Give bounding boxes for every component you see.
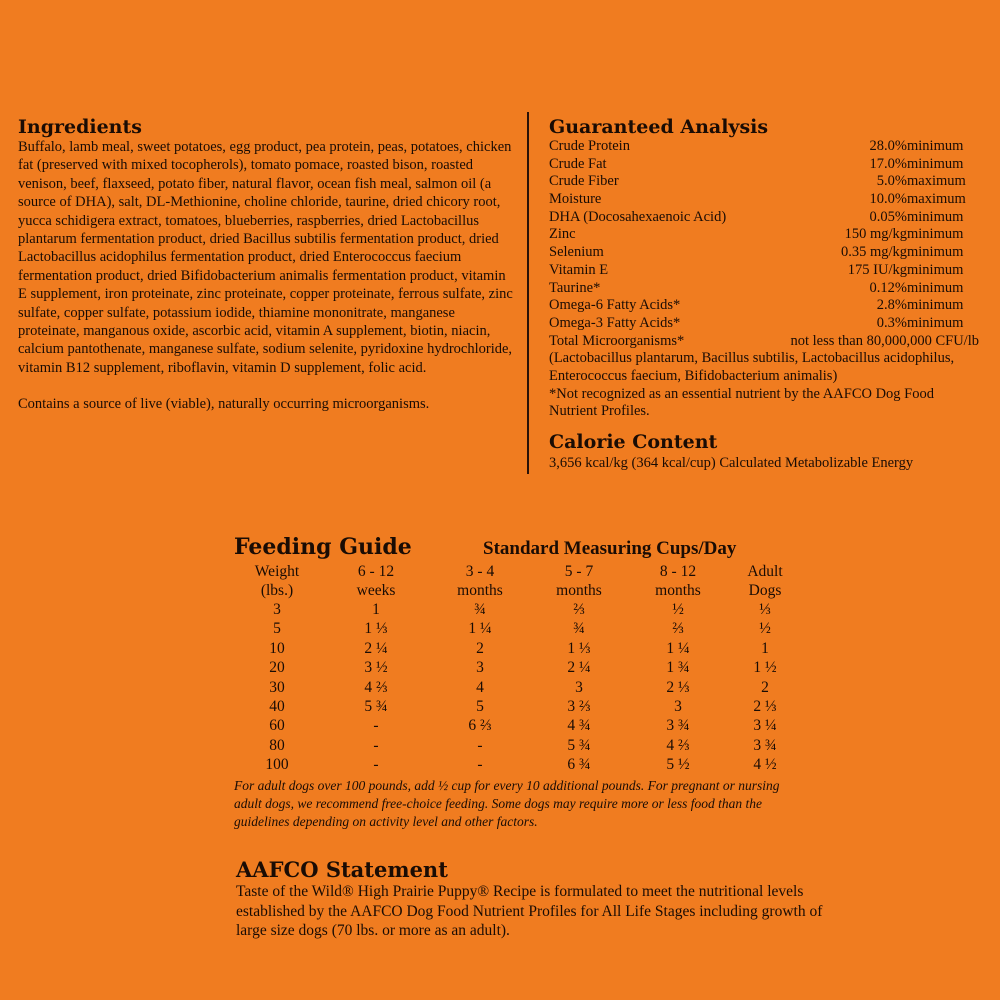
calorie-text: 3,656 kcal/kg (364 kcal/cup) Calculated Metabolizable Energy xyxy=(549,455,914,472)
analysis-heading: Guaranteed Analysis xyxy=(549,116,769,138)
analysis-qualifier: maximum xyxy=(907,173,966,190)
analysis-row xyxy=(549,315,979,333)
analysis-name: Omega-6 Fatty Acids* xyxy=(549,297,681,314)
analysis-value: 0.35 mg/kg xyxy=(840,244,907,261)
analysis-name: Taurine* xyxy=(549,279,601,296)
table-cell: 1 ¼ xyxy=(666,639,690,657)
feeding-column-header xyxy=(320,562,432,600)
table-row xyxy=(234,658,804,677)
analysis-value: 28.0% xyxy=(869,138,907,154)
table-cell: 1 ½ xyxy=(753,659,777,677)
table-cell: 3 ½ xyxy=(364,659,388,677)
table-cell: 2 ¼ xyxy=(364,639,388,657)
table-cell: 30 xyxy=(269,678,285,696)
analysis-qualifier: maximum xyxy=(907,191,966,208)
table-cell: 4 ⅔ xyxy=(364,678,388,696)
table-row xyxy=(234,678,804,697)
analysis-row-microorganisms xyxy=(549,333,979,351)
analysis-qualifier: minimum xyxy=(907,244,964,261)
table-cell: 2 ⅓ xyxy=(753,698,777,716)
table-cell: 60 xyxy=(269,717,285,735)
column-header-line: (lbs.) xyxy=(260,582,294,599)
table-row xyxy=(234,697,804,716)
table-row xyxy=(234,755,804,774)
column-divider xyxy=(527,112,529,474)
table-cell: 3 ⅔ xyxy=(567,698,591,716)
table-cell: ⅔ xyxy=(672,620,684,638)
guaranteed-analysis-section xyxy=(549,116,979,473)
analysis-row xyxy=(549,138,979,156)
table-cell: 4 ¾ xyxy=(567,717,591,735)
table-cell: 3 xyxy=(575,678,583,696)
aafco-statement: Taste of the Wild® High Prairie Puppy® Recipe is formulated to meet the nutritional levels established by the AAFCO Dog Food Nutrient Profiles for All Life Stages including growth of large size dogs (70 lbs. or more as an adult). xyxy=(236,883,823,939)
column-header-line: months xyxy=(556,582,602,599)
calorie-content-section xyxy=(549,431,979,473)
analysis-value: 5.0% xyxy=(876,173,907,190)
analysis-qualifier: minimum xyxy=(907,138,964,154)
table-cell: 3 xyxy=(273,601,281,618)
analysis-name: Crude Fat xyxy=(549,155,607,172)
analysis-value: 17.0% xyxy=(869,155,907,172)
column-header-line: 8 - 12 xyxy=(659,563,697,580)
feeding-column-header xyxy=(528,562,630,600)
analysis-value: 10.0% xyxy=(869,191,907,208)
table-row xyxy=(234,716,804,735)
ingredients-list: Buffalo, lamb meal, sweet potatoes, egg product, pea protein, peas, potatoes, chicken fat (preserved with mixed tocopherols), tomato pomace, roasted bison, roasted venison, beef, flaxseed, potato fiber, natural flavor, ocean fish meal, salmon oil (a source of DHA), salt, DL-Methionine, choline chloride, taurine, dried chicory root, yucca schidigera extract, tomatoes, blueberries, raspberries, dried Lactobacillus plantarum fermentation product, dried Bacillus subtilis fermentation product, dried Lactobacillus acidophilus fermentation product, dried Enterococcus faecium fermentation product, dried Bifidobacterium animalis fermentation product, vitamin E supplement, iron proteinate, zinc proteinate, copper proteinate, ferrous sulfate, zinc sulfate, copper sulfate, potassium iodide, thiamine mononitrate, manganese proteinate, manganous oxide, ascorbic acid, vitamin A supplement, biotin, niacin, calcium pantothenate, manganese sulfate, sodium selenite, pyridoxine hydrochloride, vitamin B12 supplement, riboflavin, vitamin D supplement, folic acid. xyxy=(18,139,513,376)
column-header-line: Adult xyxy=(747,563,783,580)
analysis-name: Moisture xyxy=(549,191,602,208)
table-cell: ½ xyxy=(759,620,771,638)
table-cell: 2 xyxy=(476,639,484,657)
analysis-value: 0.12% xyxy=(869,279,907,296)
analysis-qualifier: minimum xyxy=(907,279,964,296)
feeding-subheading: Standard Measuring Cups/Day xyxy=(483,538,737,559)
table-cell: 2 ⅓ xyxy=(666,678,690,696)
analysis-qualifier: minimum xyxy=(907,208,964,225)
table-cell: ¾ xyxy=(573,620,585,638)
table-cell: 40 xyxy=(269,698,285,716)
table-cell: 10 xyxy=(269,639,285,657)
analysis-value: 150 mg/kg xyxy=(844,226,907,243)
analysis-value: 175 IU/kg xyxy=(847,261,907,278)
analysis-row xyxy=(549,226,979,244)
table-cell: 3 ¾ xyxy=(753,736,777,754)
table-cell: 1 xyxy=(761,639,769,657)
analysis-row xyxy=(549,209,979,227)
feeding-heading: Feeding Guide xyxy=(234,534,412,560)
table-cell: 5 ¾ xyxy=(364,698,388,716)
feeding-column-header xyxy=(630,562,726,600)
table-cell: 4 ½ xyxy=(753,756,777,774)
table-cell: 5 ¾ xyxy=(567,736,591,754)
analysis-value: 0.3% xyxy=(876,314,907,331)
table-cell: - xyxy=(373,736,379,754)
analysis-value: not less than 80,000,000 CFU/lb xyxy=(790,332,979,349)
table-cell: 20 xyxy=(269,659,285,677)
analysis-name: Omega-3 Fatty Acids* xyxy=(549,314,681,331)
aafco-heading: AAFCO Statement xyxy=(236,857,448,882)
analysis-row xyxy=(549,297,979,315)
table-cell: 4 xyxy=(476,678,484,696)
feeding-guide-section xyxy=(234,532,804,831)
table-cell: - xyxy=(477,756,483,774)
analysis-row xyxy=(549,173,979,191)
table-row xyxy=(234,619,804,638)
analysis-value: 0.05% xyxy=(869,208,907,225)
column-header-line: Dogs xyxy=(748,582,782,599)
column-header-line: 5 - 7 xyxy=(564,563,594,580)
table-cell: 1 ⅓ xyxy=(567,639,591,657)
table-cell: 4 ⅔ xyxy=(666,736,690,754)
analysis-qualifier: minimum xyxy=(907,261,964,278)
table-cell: 5 xyxy=(476,698,484,716)
table-cell: 5 ½ xyxy=(666,756,690,774)
column-header-line: months xyxy=(457,582,503,599)
table-cell: 2 xyxy=(761,678,769,696)
table-cell: 1 ¼ xyxy=(468,620,492,638)
analysis-row xyxy=(549,262,979,280)
table-cell: 3 xyxy=(674,698,682,716)
analysis-rows xyxy=(549,138,979,333)
analysis-name: Crude Protein xyxy=(549,138,630,154)
table-cell: 6 ⅔ xyxy=(468,717,492,735)
analysis-qualifier: minimum xyxy=(907,226,964,243)
table-cell: - xyxy=(477,736,483,754)
table-cell: 2 ¼ xyxy=(567,659,591,677)
feeding-table xyxy=(234,562,804,775)
analysis-row xyxy=(549,191,979,209)
table-cell: ½ xyxy=(672,601,684,618)
analysis-row xyxy=(549,244,979,262)
ingredients-section xyxy=(18,116,518,414)
analysis-name: Selenium xyxy=(549,244,604,261)
table-cell: ¾ xyxy=(474,601,486,618)
feeding-column-header xyxy=(234,562,320,600)
table-row xyxy=(234,736,804,755)
table-cell: - xyxy=(373,717,379,735)
analysis-value: 2.8% xyxy=(876,297,907,314)
table-cell: 6 ¾ xyxy=(567,756,591,774)
table-cell: 80 xyxy=(269,736,285,754)
table-cell: 3 ¾ xyxy=(666,717,690,735)
analysis-name: Zinc xyxy=(549,226,576,243)
table-cell: 100 xyxy=(265,756,289,774)
table-cell: 5 xyxy=(273,620,281,638)
table-cell: ⅔ xyxy=(573,601,585,618)
table-cell: 3 xyxy=(476,659,484,677)
microorganisms-detail: (Lactobacillus plantarum, Bacillus subtilis, Lactobacillus acidophilus, Enterococcus faecium, Bifidobacterium animalis) xyxy=(549,350,955,384)
table-cell: 1 ⅓ xyxy=(364,620,388,638)
table-cell: 3 ¼ xyxy=(753,717,777,735)
feeding-column-header xyxy=(432,562,528,600)
analysis-qualifier: minimum xyxy=(907,297,964,314)
column-header-line: Weight xyxy=(254,563,300,580)
feeding-note: For adult dogs over 100 pounds, add ½ cup for every 10 additional pounds. For pregnant or nursing adult dogs, we recommend free-choice feeding. Some dogs may require more or less food than the guidelines depending on activity level and other factors. xyxy=(234,777,780,829)
analysis-qualifier: minimum xyxy=(907,314,964,331)
column-header-line: 6 - 12 xyxy=(357,563,395,580)
analysis-name: DHA (Docosahexaenoic Acid) xyxy=(549,208,727,225)
column-header-line: weeks xyxy=(356,582,396,599)
ingredients-heading: Ingredients xyxy=(18,116,142,138)
table-cell: - xyxy=(373,756,379,774)
table-cell: 1 ¾ xyxy=(666,659,690,677)
aafco-section xyxy=(236,858,826,941)
analysis-name: Total Microorganisms* xyxy=(549,332,685,349)
analysis-name: Crude Fiber xyxy=(549,173,619,190)
column-header-line: months xyxy=(655,582,701,599)
table-row xyxy=(234,639,804,658)
analysis-qualifier: minimum xyxy=(907,155,964,172)
analysis-row xyxy=(549,280,979,298)
analysis-footnote: *Not recognized as an essential nutrient by the AAFCO Dog Food Nutrient Profiles. xyxy=(549,385,934,420)
analysis-row xyxy=(549,156,979,174)
feeding-column-header xyxy=(726,562,804,600)
table-cell: 1 xyxy=(372,601,380,618)
microorganisms-note: Contains a source of live (viable), naturally occurring microorganisms. xyxy=(18,396,430,413)
table-cell: ⅓ xyxy=(759,601,771,618)
column-header-line: 3 - 4 xyxy=(465,563,495,580)
table-row xyxy=(234,600,804,619)
calorie-heading: Calorie Content xyxy=(549,431,718,454)
analysis-name: Vitamin E xyxy=(549,261,609,278)
